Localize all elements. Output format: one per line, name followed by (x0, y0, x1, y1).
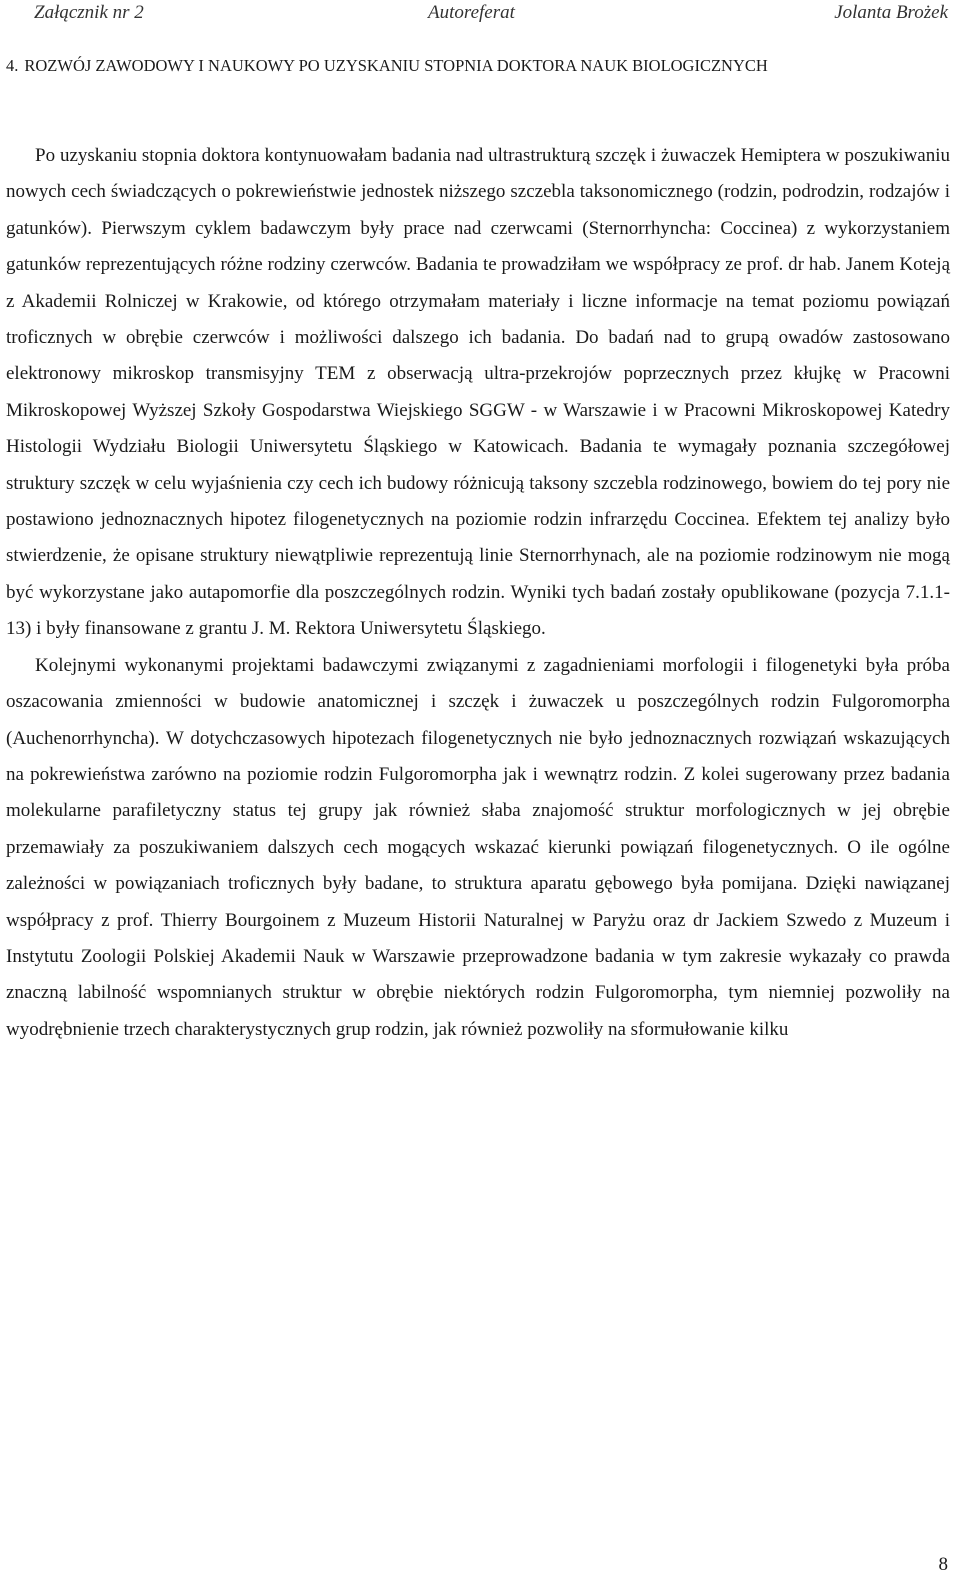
header-document-type: Autoreferat (428, 2, 515, 23)
body-text (6, 138, 950, 1048)
header-author-name: Jolanta Brożek (834, 2, 948, 23)
paragraph-2: Kolejnymi wykonanymi projektami badawczymi związanymi z zagadnieniami morfologii i filogenetyki była próba oszacowania zmienności w budowie anatomicznej i szczęk i żuwaczek u poszczególnych rodzin Fulgoromorpha (Auchenorrhyncha). W dotychczasowych hipotezach filogenetycznych nie było jednoznacznych rozwiązań wskazujących na pokrewieństwa zarówno na poziomie rodzin Fulgoromorpha jak i wewnątrz rodzin. Z kolei sugerowany przez badania molekularne parafiletyczny status tej grupy jak również słaba znajomość struktur morfologicznych w jej obrębie przemawiały za poszukiwaniem dalszych cech mogących wskazać kierunki powiązań filogenetycznych. O ile ogólne zależności w powiązaniach troficznych były badane, to struktura aparatu gębowego była pomijana. Dzięki nawiązanej współpracy z prof. Thierry Bourgoinem z Muzeum Historii Naturalnej w Paryżu oraz dr Jackiem Szwedo z Muzeum i Instytutu Zoologii Polskiej Akademii Nauk w Warszawie przeprowadzone badania w tym zakresie wykazały co prawda znaczną labilność wspomnianych struktur w obrębie niektórych rodzin Fulgoromorpha, tym niemniej pozwoliły na wyodrębnienie trzech charakterystycznych grup rodzin, jak również pozwoliły na sformułowanie kilku (6, 654, 950, 1040)
section-number: 4. (6, 56, 19, 75)
paragraph-1: Po uzyskaniu stopnia doktora kontynuowałam badania nad ultrastrukturą szczęk i żuwaczek Hemiptera w poszukiwaniu nowych cech świadczących o pokrewieństwie jednostek niższego szczebla taksonomicznego (rodzin, podrodzin, rodzajów i gatunków). Pierwszym cyklem badawczym były prace nad czerwcami (Sternorrhyncha: Coccinea) z wykorzystaniem gatunków reprezentujących różne rodziny czerwców. Badania te prowadziłam we współpracy ze prof. dr hab. Janem Koteją z Akademii Rolniczej w Krakowie, od którego otrzymałam materiały i liczne informacje na temat poziomu powiązań troficznych w obrębie czerwców i możliwości dalszego ich badania. Do badań nad to grupą owadów zastosowano elektronowy mikroskop transmisyjny TEM z obserwacją ultra-przekrojów poprzecznych przez kłujkę w Pracowni Mikroskopowej Wyższej Szkoły Gospodarstwa Wiejskiego SGGW - w Warszawie i w Pracowni Mikroskopowej Katedry Histologii Wydziału Biologii Uniwersytetu Śląskiego w Katowicach. Badania te wymagały poznania szczegółowej struktury szczęk w celu wyjaśnienia czy cech ich budowy różnicują taksony szczebla rodzinowego, bowiem do tej pory nie postawiono jednoznacznych hipotez filogenetycznych na poziomie rodzin infrarzędu Coccinea. Efektem tej analizy było stwierdzenie, że opisane struktury niewątpliwie reprezentują linie Sternorrhynach, ale na poziomie rodzinowym nie mogą być wykorzystane jako autapomorfie dla poszczególnych rodzin. Wyniki tych badań zostały opublikowane (pozycja 7.1.1-13) i były finansowane z grantu J. M. Rektora Uniwersytetu Śląskiego. (6, 145, 950, 640)
header-attachment-label: Załącznik nr 2 (34, 2, 144, 23)
section-title-text: ROZWÓJ ZAWODOWY I NAUKOWY PO UZYSKANIU STOPNIA DOKTORA NAUK BIOLOGICZNYCH (24, 56, 768, 75)
page-number: 8 (938, 1554, 948, 1575)
section-heading (6, 56, 954, 76)
page-header (34, 2, 948, 28)
